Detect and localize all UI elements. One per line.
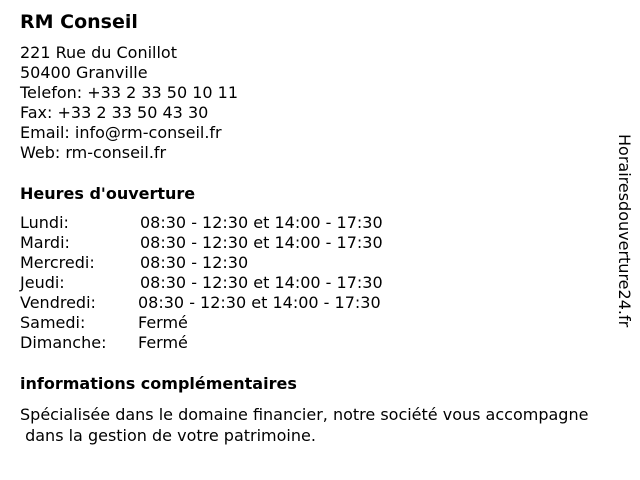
description-line-2: dans la gestion de votre patrimoine. xyxy=(20,426,316,445)
opening-hours-table xyxy=(20,213,440,353)
fax-line: Fax: +33 2 33 50 43 30 xyxy=(20,103,209,122)
hours-row-sunday xyxy=(20,333,440,353)
description-line-1: Spécialisée dans le domaine financier, notre société vous accompagne xyxy=(20,405,589,424)
day-label: Mercredi: xyxy=(20,253,95,272)
hours-row-tuesday xyxy=(20,233,440,253)
phone-line: Telefon: +33 2 33 50 10 11 xyxy=(20,83,239,102)
day-label: Samedi: xyxy=(20,313,86,332)
site-watermark xyxy=(613,134,635,344)
time-value: 08:30 - 12:30 et 14:00 - 17:30 xyxy=(140,273,383,292)
day-label: Jeudi: xyxy=(20,273,65,292)
hours-row-saturday xyxy=(20,313,440,333)
company-name: RM Conseil xyxy=(20,11,138,33)
time-value: 08:30 - 12:30 et 14:00 - 17:30 xyxy=(138,293,381,312)
email-line: Email: info@rm-conseil.fr xyxy=(20,123,222,142)
additional-info-heading: informations complémentaires xyxy=(20,374,297,393)
day-label: Lundi: xyxy=(20,213,69,232)
day-label: Vendredi: xyxy=(20,293,96,312)
company-description xyxy=(20,404,635,446)
time-value: 08:30 - 12:30 et 14:00 - 17:30 xyxy=(140,213,383,232)
city-line: 50400 Granville xyxy=(20,63,148,82)
watermark-text: Horairesdouverture24.fr xyxy=(615,134,634,328)
time-value: Fermé xyxy=(138,313,188,332)
time-value: 08:30 - 12:30 xyxy=(140,253,249,272)
time-value: Fermé xyxy=(138,333,188,352)
hours-row-monday xyxy=(20,213,440,233)
hours-row-thursday xyxy=(20,273,440,293)
contact-block xyxy=(20,43,238,163)
opening-hours-heading: Heures d'ouverture xyxy=(20,184,196,203)
street-address: 221 Rue du Conillot xyxy=(20,43,177,62)
hours-row-friday xyxy=(20,293,440,313)
hours-row-wednesday xyxy=(20,253,440,273)
day-label: Mardi: xyxy=(20,233,70,252)
time-value: 08:30 - 12:30 et 14:00 - 17:30 xyxy=(140,233,383,252)
day-label: Dimanche: xyxy=(20,333,107,352)
web-line: Web: rm-conseil.fr xyxy=(20,143,167,162)
